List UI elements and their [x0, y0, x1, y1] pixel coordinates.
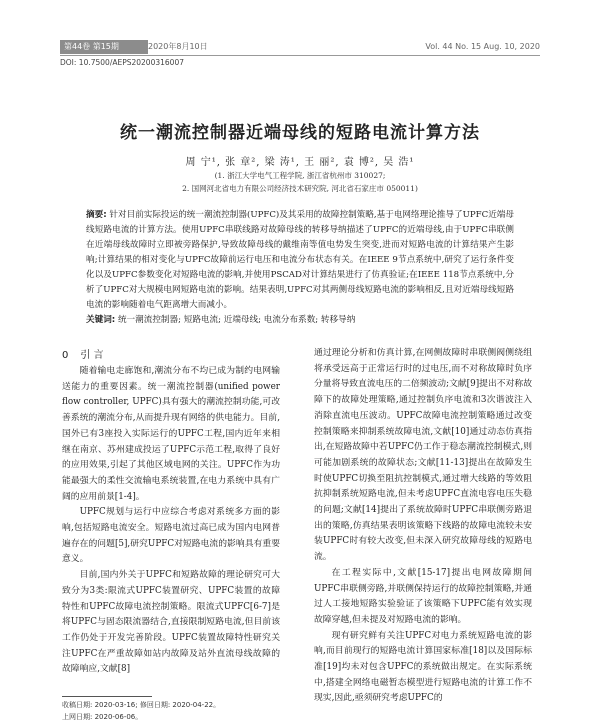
paragraph: 随着输电走廊饱和,潮流分布不均已成为制约电网输送能力的重要因素。统一潮流控制器(unified power flow controller, UPFC)具有强大的潮流控制功能,可改善系统的潮流分布,从而提升现有网络的供电能力。目前,国外已有3座投入实际运行的UPFC工程,国内近年来相继在南京、苏州建成投运了UPFC示范工程,取得了良好的应用效果,引起了其他区域电网的关注。UPFC作为功能最强大的柔性交流输电系统装置,在电力系统中具有广阔的应用前景[1-4]。	[62, 366, 280, 502]
abstract-text: 针对目前实际投运的统一潮流控制器(UPFC)及其采用的故障控制策略,基于电网络理论推导了UPFC近端母线短路电流的计算方法。使用UPFC串联线路对故障母线的转移导纳描述了UPFC的近端母线,由于UPFC串联侧在近端母线故障时立即被旁路保护,导致故障母线的戴维南等值电势发生突变,进而对短路电流的计算结果产生影响;计算结果的相对变化与UPFC故障前运行电压和电流分布状态有关。在IEEE 9节点系统中,研究了运行条件变化以及UPFC参数变化对短路电流的影响,并使用PSCAD对计算结果进行了仿真验证;在IEEE 118节点系统中,分析了UPFC对大规模电网短路电流的影响。结果表明,UPFC对其两侧母线短路电流的影响相反,且对近端母线短路电流的影响随着电气距离增大而减小。	[86, 210, 514, 310]
paragraph: 现有研究鲜有关注UPFC对电力系统短路电流的影响,而目前现行的短路电流计算国家标准[18]以及国际标准[19]均未对包含UPFC的系统做出规定。在实际系统中,搭建全网络电磁暂态模型进行短路电流的计算工作不现实,因此,亟须研究考虑UPFC的	[314, 630, 532, 704]
section-title: 引 言	[80, 350, 104, 361]
keywords	[86, 313, 514, 327]
abstract-label: 摘要:	[86, 210, 107, 220]
footnote-online: 上网日期: 2020-06-06。	[62, 713, 143, 721]
keywords-text: 统一潮流控制器; 短路电流; 近端母线; 电流分布系数; 转移导纳	[117, 315, 356, 325]
affiliation-2: 2. 国网河北省电力有限公司经济技术研究院, 河北省石家庄市 050011)	[182, 184, 418, 193]
authors: 周 宁¹, 张 章², 梁 涛¹, 王 丽², 袁 博², 吴 浩¹	[185, 157, 415, 168]
paper-title: 统一潮流控制器近端母线的短路电流计算方法	[120, 123, 480, 143]
section-heading	[62, 346, 116, 361]
abstract	[86, 208, 514, 313]
left-column	[62, 364, 280, 678]
section-number: 0	[62, 350, 69, 361]
doi: DOI: 10.7500/AEPS20200316007	[60, 58, 184, 67]
affiliation-1: (1. 浙江大学电气工程学院, 浙江省杭州市 310027;	[214, 171, 386, 180]
right-column	[314, 346, 532, 707]
header-date: 2020年8月10日	[148, 42, 208, 51]
footnote-received: 收稿日期: 2020-03-16; 修回日期: 2020-04-22。	[62, 701, 221, 709]
paragraph: 目前,国内外关于UPFC和短路故障的理论研究可大致分为3类:限流式UPFC装置研究、UPFC装置的故障特性和UPFC故障电流控制策略。限流式UPFC[6-7]是将UPFC与固态限流器结合,直接限制短路电流,但目前该工作仍处于开发完善阶段。UPFC装置故障特性研究关注UPFC在严重故障如站内故障及站外直流母线故障的故障响应,文献[8]	[62, 570, 280, 675]
volume-issue-badge	[60, 40, 148, 54]
keywords-label: 关键词:	[86, 315, 116, 325]
header-en-ref: Vol. 44 No. 15 Aug. 10, 2020	[425, 42, 540, 51]
paragraph: 通过理论分析和仿真计算,在网侧故障时串联侧阀侧绕组将承受远高于正常运行时的过电压,而不对称故障时负序分量将导致直流电压的二倍频波动;文献[9]提出不对称故障下的故障处理策略,通过控制负序电流和3次谐波注入消除直流电压波动。UPFC故障电流控制策略通过改变控制策略来抑制系统故障电流,文献[10]通过动态仿真指出,在短路故障中若UPFC仍工作于稳态潮流控制模式,则可能加剧系统的故障状态;文献[11-13]提出在故障发生时使UPFC切换至阻抗控制模式,通过增大线路的等效阻抗抑制系统短路电流,但未考虑UPFC直流电容电压失稳的问题;文献[14]提出了系统故障时UPFC串联侧旁路退出的策略,仿真结果表明该策略下线路的故障电流较未安装UPFC时有较大改变,但未深入研究故障母线的短路电流。	[314, 348, 532, 563]
paragraph: 在工程实际中,文献[15-17]提出电网故障期间UPFC串联侧旁路,并联侧保持运行的故障控制策略,并通过人工接地短路实验验证了该策略下UPFC能有效实现故障穿越,但未提及对短路电流的影响。	[314, 567, 532, 625]
header-rule	[60, 55, 540, 56]
volume-issue: 第44卷 第15期	[64, 42, 119, 51]
footnote-rule	[62, 696, 152, 697]
paragraph: UPFC规划与运行中应综合考虑对系统多方面的影响,包括短路电流安全。短路电流过高已成为国内电网普遍存在的问题[5],研究UPFC对短路电流的影响具有重要意义。	[62, 507, 280, 565]
